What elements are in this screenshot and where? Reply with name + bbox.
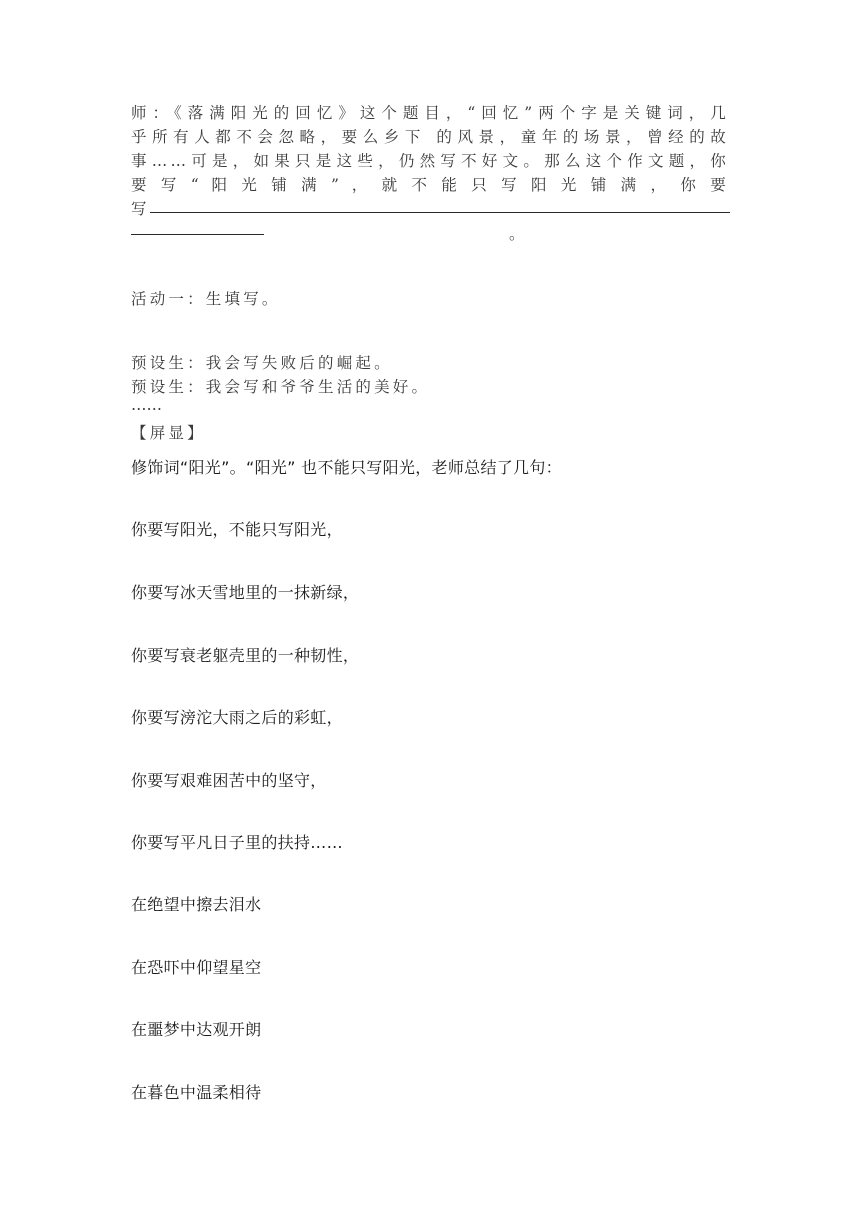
verse-line-4: 你要写滂沱大雨之后的彩虹，: [131, 708, 343, 727]
verse-line-5: 你要写艰难困苦中的坚守，: [131, 771, 327, 790]
verse-line-9: 在噩梦中达观开朗: [131, 1020, 262, 1039]
fill-in-blank-line-1: [150, 212, 730, 213]
intro-line-1: 师：《落满阳光的回忆》这个题目，“回忆”两个字是关键词，几: [131, 104, 729, 122]
verse-line-10: 在暮色中温柔相待: [131, 1083, 262, 1102]
intro-line-4: 要 写 “ 阳 光 铺 满 ” ， 就 不 能 只 写 阳 光 铺 满 ， 你 要: [131, 176, 729, 194]
ellipsis: ……: [131, 396, 162, 414]
modifier-note: 修饰词“阳光”。“阳光” 也不能只写阳光，老师总结了几句：: [131, 458, 562, 477]
fill-in-blank-line-2: [131, 234, 264, 235]
blank-end-mark: 。: [509, 225, 528, 243]
verse-line-3: 你要写衰老躯壳里的一种韧性，: [131, 646, 360, 665]
verse-line-6: 你要写平凡日子里的扶持……: [131, 833, 343, 852]
screen-display-label: 【屏显】: [131, 424, 206, 442]
preset-answer-1: 预设生：我会写失败后的崛起。: [131, 354, 393, 372]
verse-line-8: 在恐吓中仰望星空: [131, 958, 262, 977]
verse-line-1: 你要写阳光，不能只写阳光，: [131, 520, 343, 539]
intro-line-2: 乎所有人都不会忽略，要么乡下 的风景，童年的场景，曾经的故: [131, 128, 729, 146]
intro-line-5: 写: [131, 200, 150, 218]
activity-heading: 活动一：生填写。: [131, 290, 281, 308]
verse-line-2: 你要写冰天雪地里的一抹新绿，: [131, 583, 360, 602]
preset-answer-2: 预设生：我会写和爷爷生活的美好。: [131, 378, 431, 396]
intro-line-3: 事……可是，如果只是这些，仍然写不好文。那么这个作文题，你: [131, 152, 729, 170]
verse-line-7: 在绝望中擦去泪水: [131, 895, 262, 914]
